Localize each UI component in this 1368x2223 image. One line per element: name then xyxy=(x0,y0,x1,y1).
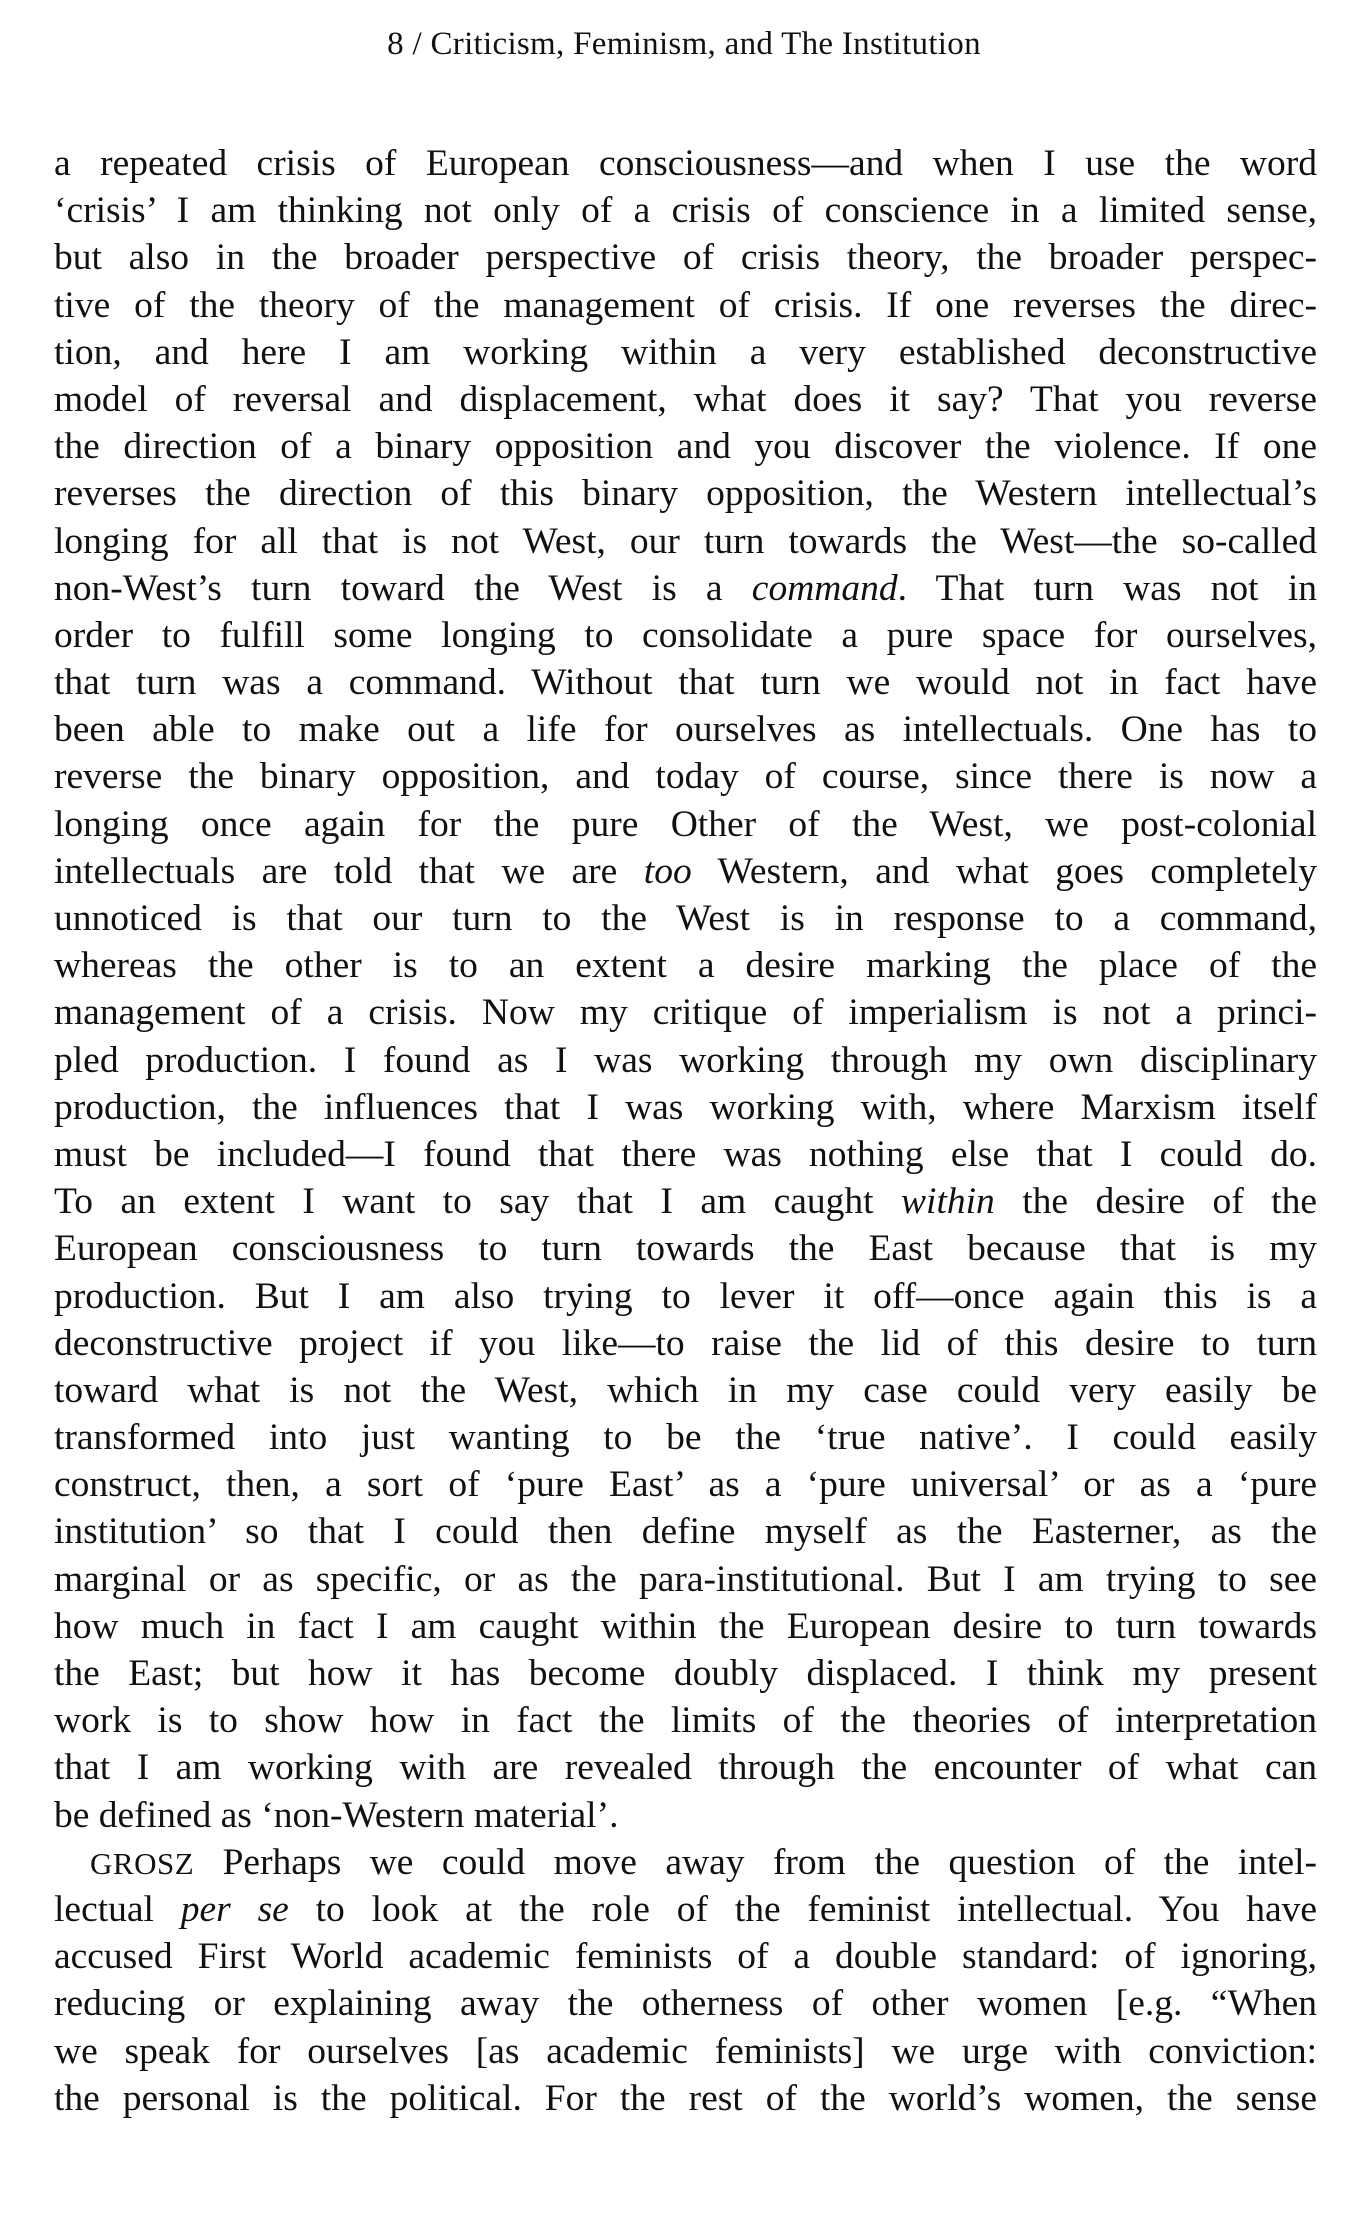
text-line xyxy=(54,1178,1317,1225)
text-run: unnoticed is that our turn to the West is in response to a command, xyxy=(54,898,1317,939)
text-run: production. But I am also trying to lever it off—once again this is a xyxy=(54,1275,1317,1317)
text-line xyxy=(54,706,1317,753)
text-line xyxy=(54,1037,1317,1084)
text-line xyxy=(54,1744,1317,1791)
text-line xyxy=(54,753,1317,800)
text-run: marginal or as specific, or as the para-institutional. But I am trying to see xyxy=(54,1558,1317,1600)
italic-text: within xyxy=(901,1181,995,1223)
text-run: the East; but how it has become doubly displaced. I think my present xyxy=(54,1653,1317,1694)
text-run: non-West’s turn toward the West is a xyxy=(54,567,752,609)
text-run: tive of the theory of the management of crisis. If one reverses the direc- xyxy=(54,284,1317,326)
text-line xyxy=(54,376,1317,423)
text-line xyxy=(54,1508,1317,1555)
text-line xyxy=(54,1603,1317,1650)
text-run: must be included—I found that there was nothing else that I could do. xyxy=(54,1133,1317,1175)
text-line xyxy=(54,1273,1317,1320)
text-run: longing once again for the pure Other of the West, we post-colonial xyxy=(54,803,1317,845)
running-head: 8 / Criticism, Feminism, and The Institution xyxy=(387,26,981,62)
italic-text: too xyxy=(643,850,692,892)
text-line xyxy=(54,1980,1317,2027)
text-line xyxy=(54,1461,1317,1508)
text-line xyxy=(54,801,1317,848)
text-line xyxy=(54,1650,1317,1697)
paragraph-spivak-answer xyxy=(54,140,1317,1839)
text-run: Western, and what goes completely xyxy=(691,850,1318,892)
text-run: be defined as ‘non-Western material’. xyxy=(54,1794,619,1836)
text-run: ‘crisis’ I am thinking not only of a crisis of conscience in a limited sense, xyxy=(54,190,1317,232)
text-run: pled production. I found as I was working through my own disciplinary xyxy=(54,1039,1317,1081)
text-run: management of a crisis. Now my critique of imperialism is not a princi- xyxy=(54,992,1317,1034)
text-run: transformed into just wanting to be the ‘true native’. I could easily xyxy=(54,1417,1317,1459)
text-run: European consciousness to turn towards the East because that is my xyxy=(54,1228,1317,1270)
text-run: we speak for ourselves [as academic feminists] we urge with conviction: xyxy=(54,2030,1317,2072)
text-run: but also in the broader perspective of crisis theory, the broader perspec- xyxy=(54,237,1317,279)
text-line xyxy=(54,942,1317,989)
text-run: Perhaps we could move away from the question of the intel- xyxy=(194,1841,1317,1883)
text-run: that I am working with are revealed through the encounter of what can xyxy=(54,1747,1317,1789)
text-run: deconstructive project if you like—to raise the lid of this desire to turn xyxy=(54,1322,1317,1364)
text-run: intellectuals are told that we are xyxy=(54,850,644,892)
text-line xyxy=(54,1886,1317,1933)
text-run: production, the influences that I was working with, where Marxism itself xyxy=(54,1086,1317,1128)
text-run: the desire of the xyxy=(994,1181,1317,1223)
text-line xyxy=(54,187,1317,234)
text-run: the direction of a binary opposition and you discover the violence. If one xyxy=(54,426,1317,468)
text-line xyxy=(54,2028,1317,2075)
text-line xyxy=(54,1225,1317,1272)
paragraph-grosz-question xyxy=(54,1839,1317,2122)
text-run: a repeated crisis of European consciousness—and when I use the word xyxy=(54,143,1317,184)
text-line xyxy=(54,659,1317,706)
text-line xyxy=(54,470,1317,517)
text-run: how much in fact I am caught within the European desire to turn towards xyxy=(54,1605,1317,1647)
text-line xyxy=(54,989,1317,1036)
text-run: work is to show how in fact the limits of the theories of interpretation xyxy=(54,1700,1317,1742)
text-run: to look at the role of the feminist intellectual. You have xyxy=(288,1888,1317,1930)
text-line xyxy=(54,234,1317,281)
text-line xyxy=(54,1792,1317,1839)
text-run: tion, and here I am working within a very established deconstructive xyxy=(54,331,1317,373)
text-line xyxy=(54,140,1317,187)
text-line xyxy=(54,848,1317,895)
text-run: construct, then, a sort of ‘pure East’ as a ‘pure universal’ or as a ‘pure xyxy=(54,1464,1317,1506)
italic-text: command xyxy=(751,567,898,609)
text-run: accused First World academic feminists of a double standard: of ignoring, xyxy=(54,1936,1317,1978)
text-run: longing for all that is not West, our turn towards the West—the so-called xyxy=(54,520,1317,562)
text-line xyxy=(54,565,1317,612)
text-line xyxy=(54,1839,1317,1886)
text-line xyxy=(54,423,1317,470)
text-line xyxy=(54,2075,1317,2122)
text-run: the personal is the political. For the rest of the world’s women, the sense xyxy=(54,2077,1317,2119)
text-line xyxy=(54,282,1317,329)
text-run: To an extent I want to say that I am caught xyxy=(54,1181,902,1223)
text-line xyxy=(54,1320,1317,1367)
text-run: toward what is not the West, which in my case could very easily be xyxy=(54,1369,1317,1411)
text-run: whereas the other is to an extent a desire marking the place of the xyxy=(54,945,1317,987)
text-line xyxy=(54,1084,1317,1131)
text-run: reverse the binary opposition, and today of course, since there is now a xyxy=(54,756,1317,798)
text-run: order to fulfill some longing to consolidate a pure space for ourselves, xyxy=(54,614,1317,656)
text-line xyxy=(54,329,1317,376)
text-run: . That turn was not in xyxy=(897,567,1317,609)
text-run: been able to make out a life for ourselves as intellectuals. One has to xyxy=(54,709,1317,751)
text-line xyxy=(54,895,1317,942)
speaker-label: GROSZ xyxy=(90,1845,195,1881)
body-text xyxy=(54,140,1317,2122)
text-line xyxy=(54,612,1317,659)
text-line xyxy=(54,518,1317,565)
text-run: lectual xyxy=(54,1888,181,1930)
text-run: reducing or explaining away the otherness of other women [e.g. “When xyxy=(54,1983,1317,2025)
text-run: institution’ so that I could then define myself as the Easterner, as the xyxy=(54,1511,1317,1553)
text-line xyxy=(54,1367,1317,1414)
text-line xyxy=(54,1556,1317,1603)
text-line xyxy=(54,1933,1317,1980)
text-run: that turn was a command. Without that turn we would not in fact have xyxy=(54,662,1317,704)
text-line xyxy=(54,1414,1317,1461)
text-run: reverses the direction of this binary opposition, the Western intellectual’s xyxy=(54,473,1317,515)
text-line xyxy=(54,1131,1317,1178)
text-line xyxy=(54,1697,1317,1744)
text-run: model of reversal and displacement, what does it say? That you reverse xyxy=(54,378,1317,420)
italic-text: per se xyxy=(180,1888,289,1930)
